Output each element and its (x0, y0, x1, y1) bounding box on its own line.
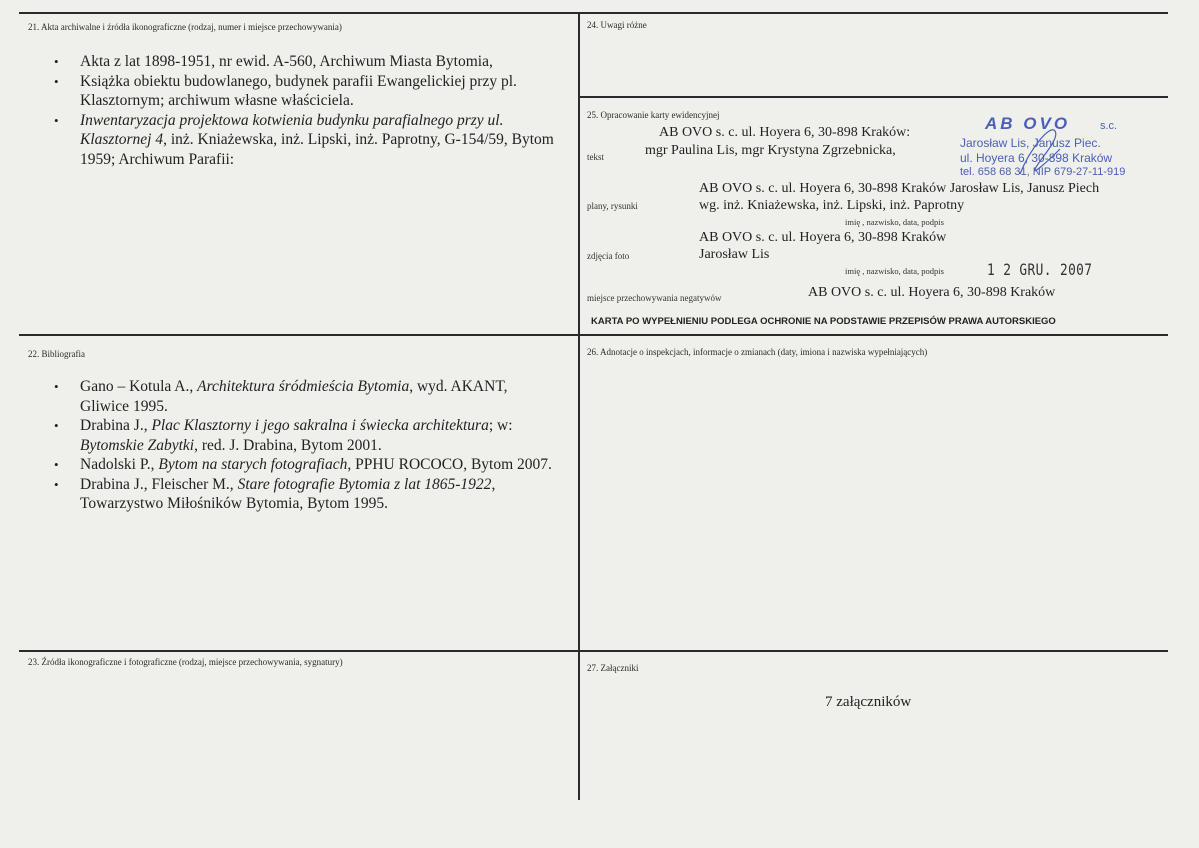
list-item-text: , Towarzystwo Miłośników Bytomia, Bytom 1995. (80, 475, 496, 512)
list-item-text: , PPHU ROCOCO, Bytom 2007. (347, 456, 552, 473)
stamp-line-3: tel. 658 68 31, NIP 679-27-11-919 (960, 166, 1126, 178)
list-item-text: Bytomskie Zabytki (80, 436, 195, 454)
section-26-label: 26. Adnotacje o inspekcjach, informacje o zmianach (daty, imiona i nazwiska wypełniających) (587, 347, 928, 357)
archival-records-list (52, 52, 555, 169)
list-item-text: , inż. Kniażewska, inż. Lipski, inż. Paprotny, G-154/59, Bytom 1959; Archiwum Parafii: (80, 131, 554, 168)
list-item-text: Plac Klasztorny i jego sakralna i świecka architektura (151, 417, 489, 434)
tekst-label: tekst (587, 152, 604, 162)
bibliography-item (52, 416, 555, 455)
archival-record-item (52, 52, 555, 72)
plany-caption: imię , nazwisko, data, podpis (845, 217, 944, 227)
list-item-text: Akta z lat 1898-1951, nr ewid. A-560, Archiwum Miasta Bytomia, (80, 53, 493, 70)
tekst-line-2: mgr Paulina Lis, mgr Krystyna Zgrzebnicka, (645, 143, 896, 158)
bibliography-item (52, 377, 555, 416)
section-21-label: 21. Akta archiwalne i źródła ikonograficzne (rodzaj, numer i miejsce przechowywania) (28, 22, 342, 32)
list-item-text: Nadolski P., (80, 456, 159, 473)
date-stamp: 1 2 GRU. 2007 (987, 260, 1093, 279)
list-item-text: Architektura śródmieścia Bytomia (197, 378, 410, 395)
list-item-text: Gano – Kotula A., (80, 378, 198, 395)
bibliography-item (52, 455, 555, 475)
divider-row1 (19, 334, 1168, 336)
list-item-text: , wyd. AKANT, Gliwice 1995. (80, 378, 508, 415)
archival-record-item (52, 111, 555, 170)
list-item-text: ; w: (488, 417, 513, 434)
top-border (19, 12, 1168, 14)
center-divider (578, 12, 580, 800)
list-item-text: Bytom na starych fotografiach (158, 456, 348, 473)
negatives-label: miejsce przechowywania negatywów (587, 293, 722, 303)
copyright-notice: KARTA PO WYPEŁNIENIU PODLEGA OCHRONIE NA PODSTAWIE PRZEPISÓW PRAWA AUTORSKIEGO (591, 316, 1056, 327)
divider-24-25 (578, 96, 1168, 98)
negatives-location: AB OVO s. c. ul. Hoyera 6, 30-898 Kraków (808, 285, 1056, 300)
section-23-label: 23. Źródła ikonograficzne i fotograficzne (rodzaj, miejsce przechowywania, sygnatury) (28, 657, 343, 667)
archival-record-item (52, 72, 555, 111)
list-item-text: Książka obiektu budowlanego, budynek parafii Ewangelickiej przy pl. Klasztornym; archiwum własne właściciela. (80, 72, 517, 109)
section-24-label: 24. Uwagi różne (587, 20, 647, 30)
foto-line-2: Jarosław Lis (699, 247, 770, 262)
stamp-line-1: Jarosław Lis, Janusz Piec. (960, 136, 1101, 150)
plany-line-2: wg. inż. Kniażewska, inż. Lipski, inż. Paprotny (699, 198, 965, 213)
signature-scribble (1010, 119, 1070, 179)
bibliography-item (52, 475, 555, 514)
list-item-text: Inwentaryzacja projektowa kotwienia budynku parafialnego przy ul. Klasztornej 4 (80, 111, 504, 148)
plany-label: plany, rysunki (587, 201, 638, 211)
foto-caption: imię , nazwisko, data, podpis (845, 266, 944, 276)
attachments-count: 7 załączników (825, 694, 912, 710)
section-27-label: 27. Załączniki (587, 663, 639, 673)
list-item-text: Stare fotografie Bytomia z lat 1865-1922 (237, 475, 492, 493)
foto-label: zdjęcia foto (587, 251, 630, 261)
section-25-label: 25. Opracowanie karty ewidencyjnej (587, 110, 720, 120)
list-item-text: Drabina J., Fleischer M., (80, 475, 238, 493)
company-stamp (955, 114, 1155, 186)
section-22-label: 22. Bibliografia (28, 349, 85, 359)
list-item-text: Drabina J., (80, 417, 152, 434)
foto-line-1: AB OVO s. c. ul. Hoyera 6, 30-898 Kraków (699, 230, 947, 245)
bibliography-list (52, 377, 555, 514)
divider-row2 (19, 650, 1168, 652)
list-item-text: , red. J. Drabina, Bytom 2001. (194, 436, 382, 454)
stamp-line-2: ul. Hoyera 6, 30-898 Kraków (960, 151, 1113, 165)
plany-line-1: AB OVO s. c. ul. Hoyera 6, 30-898 Kraków Jarosław Lis, Janusz Piech (699, 181, 1100, 196)
stamp-logo: AB OVO (985, 114, 1071, 133)
stamp-suffix: s.c. (1100, 120, 1118, 132)
tekst-line-1: AB OVO s. c. ul. Hoyera 6, 30-898 Kraków: (659, 125, 911, 140)
